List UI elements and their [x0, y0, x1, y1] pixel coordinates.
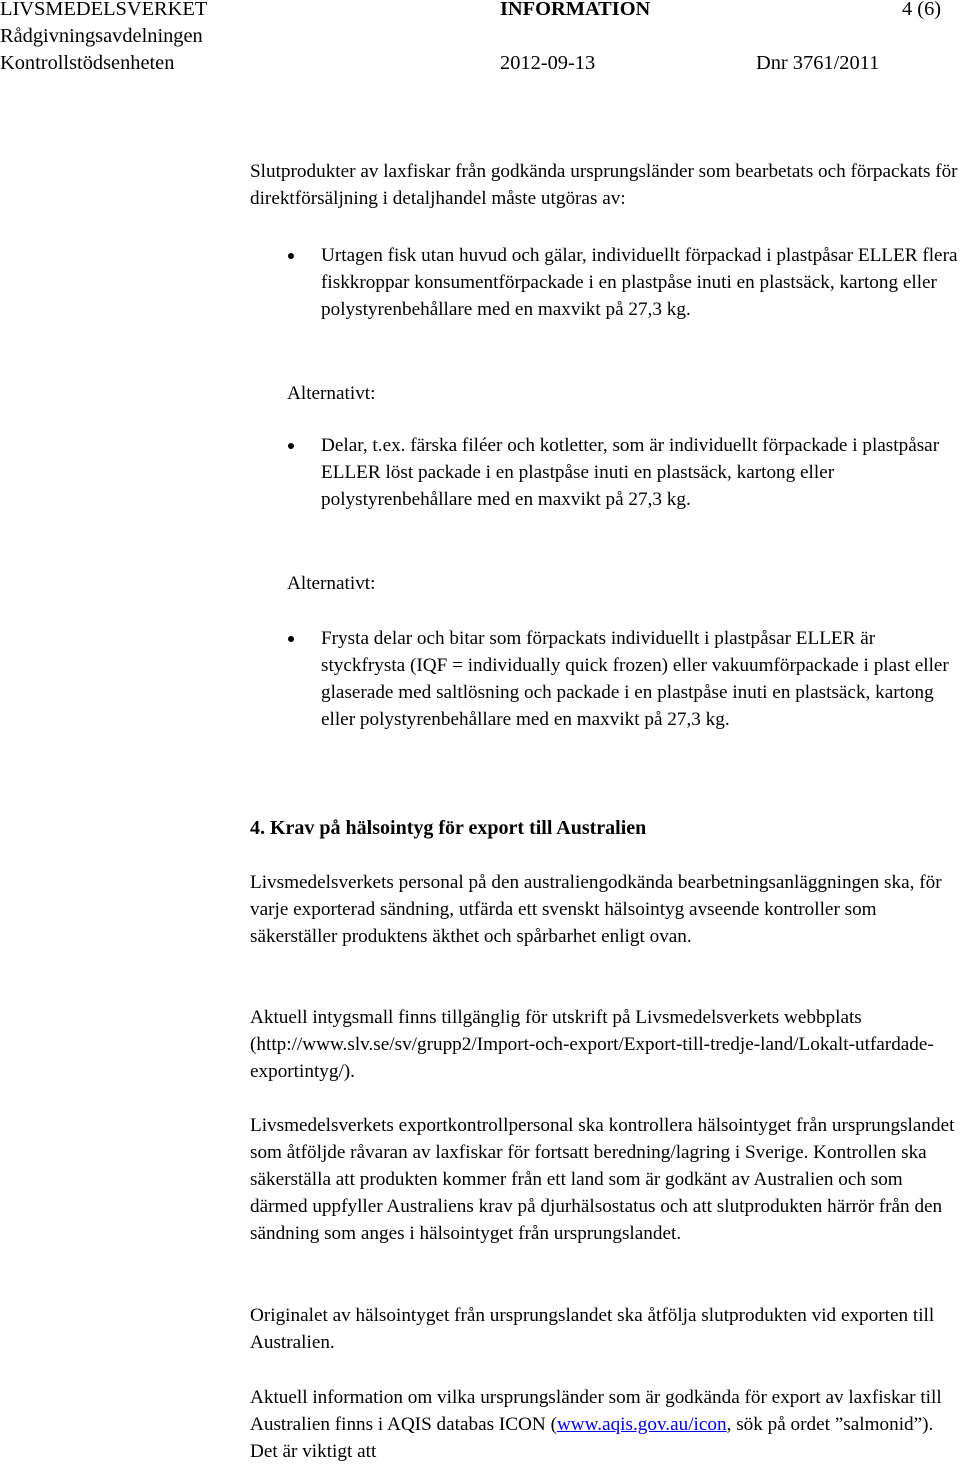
bullet-icon: [288, 253, 294, 259]
registration-number: Dnr 3761/2011: [756, 52, 880, 74]
list-item: [250, 432, 960, 513]
section-heading: 4. Krav på hälsointyg för export till Australien: [250, 817, 647, 839]
list-item-text: Delar, t.ex. färska filéer och kotletter, som är individuellt förpackade i plastpåsar ELLER löst packade i en plastpåse inuti en plastsäck, kartong eller polystyrenbehållare med en maxvikt på 27,3 kg.: [321, 435, 940, 510]
body-paragraph: Livsmedelsverkets personal på den australiengodkända bearbetningsanläggningen ska, för varje exporterad sändning, utfärda ett svenskt hälsointyg avseende kontroller som säkerställer produktens äkthet och spårbarhet enligt ovan.: [250, 872, 942, 947]
bullet-icon: [288, 636, 294, 642]
bullet-icon: [288, 443, 294, 449]
paragraph-text: Aktuell information om vilka ursprungsländer som är godkända för export av laxfiskar till Australien finns i AQIS databas ICON (: [250, 1387, 942, 1435]
body-paragraph: Originalet av hälsointyget från ursprungslandet ska åtfölja slutprodukten vid exporten till Australien.: [250, 1305, 935, 1353]
intro-paragraph: Slutprodukter av laxfiskar från godkända ursprungsländer som bearbetats och förpackats för direktförsäljning i detaljhandel måste utgöras av:: [250, 161, 958, 209]
paragraph-text: , sök på ordet ”salmonid”). Det är viktigt att: [250, 1414, 934, 1462]
document-type: INFORMATION: [500, 0, 651, 20]
body-paragraph: Livsmedelsverkets exportkontrollpersonal ska kontrollera hälsointyget från ursprungslandet som åtföljde råvaran av laxfiskar för fortsatt beredning/lagring i Sverige. Kontrollen ska säkerställa att produkten kommer från ett land som är godkänt av Australien och som därmed uppfyller Australiens krav på djurhälsostatus och att slutprodukten härrör från den sändning som anges i hälsointyget från ursprungslandet.: [250, 1115, 955, 1244]
body-paragraph: [250, 1384, 960, 1465]
document-date: 2012-09-13: [500, 52, 596, 74]
agency-name: LIVSMEDELSVERKET: [0, 0, 208, 20]
body-paragraph: Aktuell intygsmall finns tillgänglig för utskrift på Livsmedelsverkets webbplats (http://www.slv.se/sv/grupp2/Import-och-export/Export-till-tredje-land/Lokalt-utfardade-exportintyg/).: [250, 1007, 934, 1082]
page-number: 4 (6): [902, 0, 942, 20]
list-item-text: Urtagen fisk utan huvud och gälar, individuellt förpackad i plastpåsar ELLER flera fiskkroppar konsumentförpackade i en plastpåse inuti en plastsäck, kartong eller polystyrenbehållare med en maxvikt på 27,3 kg.: [321, 245, 958, 320]
alternative-label: Alternativt:: [287, 383, 376, 404]
department-name: Rådgivningsavdelningen: [0, 25, 203, 47]
aqis-icon-link[interactable]: www.aqis.gov.au/icon: [556, 1414, 727, 1435]
alternative-label: Alternativt:: [287, 573, 376, 594]
list-item-text: Frysta delar och bitar som förpackats individuellt i plastpåsar ELLER är styckfrysta (IQF = individually quick frozen) eller vakuumförpackade i plast eller glaserade med saltlösning och packade i en plastpåse inuti en plastsäck, kartong eller polystyrenbehållare med en maxvikt på 27,3 kg.: [321, 628, 949, 730]
unit-name: Kontrollstödsenheten: [0, 52, 175, 74]
list-item: [250, 625, 960, 733]
list-item: [250, 242, 960, 323]
